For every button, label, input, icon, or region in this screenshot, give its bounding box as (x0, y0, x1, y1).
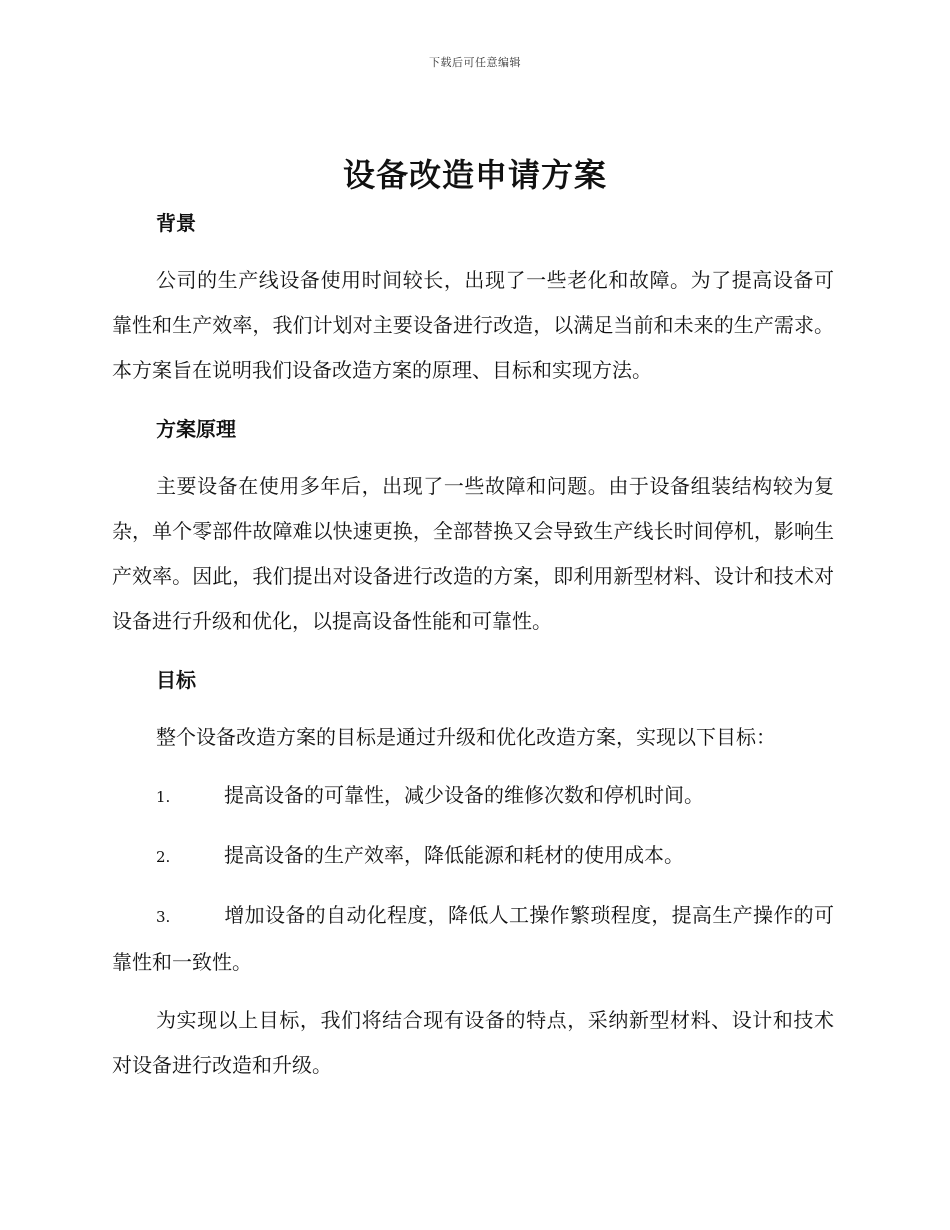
paragraph-goals-intro: 整个设备改造方案的目标是通过升级和优化改造方案，实现以下目标： (156, 725, 776, 749)
list-number: 2. (156, 848, 171, 866)
list-item (112, 833, 834, 880)
paragraph-principle: 主要设备在使用多年后，出现了一些故障和问题。由于设备组装结构较为复杂，单个零部件故障难以快速更换，全部替换又会导致生产线长时间停机，影响生产效率。因此，我们提出对设备进行改造的方案，即利用新型材料、设计和技术对设备进行升级和优化，以提高设备性能和可靠性。 (112, 474, 834, 633)
list-number: 1. (156, 788, 171, 806)
section-heading-principle: 方案原理 (156, 417, 236, 441)
section-heading-goals: 目标 (156, 668, 196, 692)
list-item-text: 提高设备的生产效率，降低能源和耗材的使用成本。 (224, 843, 684, 867)
list-item-text: 提高设备的可靠性，减少设备的维修次数和停机时间。 (224, 783, 704, 807)
header-note: 下载后可任意编辑 (429, 56, 521, 69)
document-title: 设备改造申请方案 (342, 156, 607, 194)
list-item (112, 773, 834, 820)
list-number: 3. (156, 908, 171, 926)
document-body (112, 201, 834, 1088)
paragraph-background: 公司的生产线设备使用时间较长，出现了一些老化和故障。为了提高设备可靠性和生产效率，我们计划对主要设备进行改造，以满足当前和未来的生产需求。本方案旨在说明我们设备改造方案的原理、目标和实现方法。 (112, 268, 834, 382)
list-item (112, 893, 834, 985)
list-item-text: 增加设备的自动化程度，降低人工操作繁琐程度，提高生产操作的可靠性和一致性。 (112, 903, 834, 974)
section-heading-background: 背景 (156, 211, 196, 235)
paragraph-goals-closing: 为实现以上目标，我们将结合现有设备的特点，采纳新型材料、设计和技术对设备进行改造和升级。 (112, 1008, 834, 1077)
